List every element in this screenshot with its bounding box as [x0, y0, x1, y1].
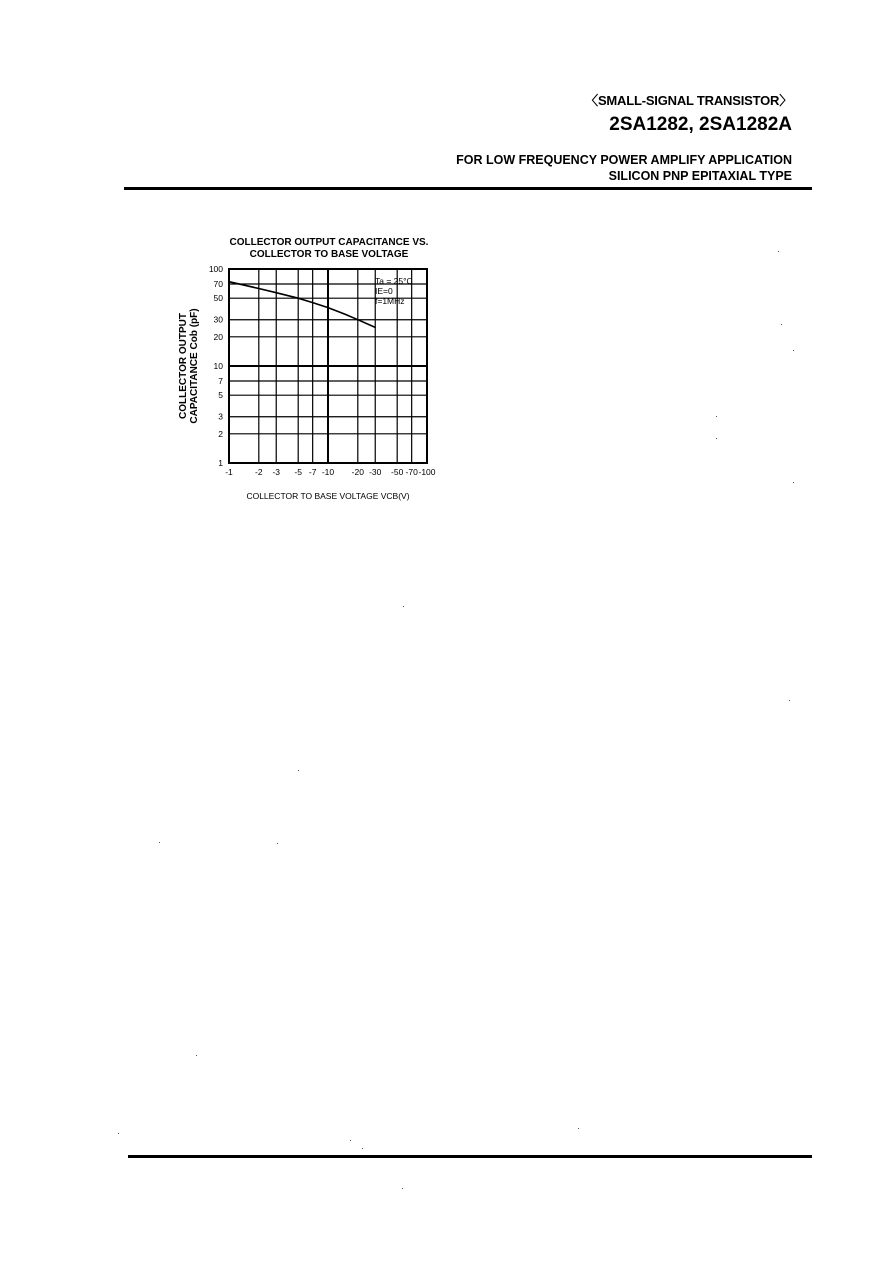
scan-speck — [403, 606, 404, 607]
data-point — [298, 298, 299, 299]
y-tick-label: 20 — [213, 331, 223, 342]
x-tick-label: -50 — [391, 467, 404, 477]
x-tick-label: -70 — [405, 467, 418, 477]
y-tick-label: 10 — [213, 361, 223, 371]
scan-speck — [716, 416, 717, 417]
part-numbers-title: 2SA1282, 2SA1282A — [609, 114, 792, 135]
scan-speck — [350, 1140, 351, 1141]
data-point — [357, 319, 358, 320]
y-tick-label: 1 — [218, 458, 223, 468]
scan-speck — [781, 324, 782, 325]
data-point — [345, 314, 346, 315]
condition-ie: IE=0 — [375, 286, 393, 296]
y-axis-label-line2: CAPACITANCE Cob (pF) — [189, 308, 200, 424]
condition-f: f=1MHz — [375, 296, 405, 306]
x-tick-label: -10 — [321, 467, 335, 477]
category-label: 〈SMALL-SIGNAL TRANSISTOR〉 — [585, 93, 792, 108]
x-tick-label: -1 — [225, 467, 233, 477]
scan-speck — [196, 1055, 197, 1056]
condition-ta: Ta = 25°C — [375, 276, 413, 286]
chart-series — [228, 281, 375, 328]
x-tick-label: -100 — [418, 467, 436, 477]
x-tick-label: -2 — [255, 467, 263, 477]
capacitance-curve — [229, 282, 375, 328]
scan-speck — [716, 438, 717, 439]
scan-speck — [402, 1188, 403, 1189]
data-point — [312, 302, 313, 303]
data-point — [228, 281, 229, 282]
footer-rule — [128, 1155, 812, 1158]
x-tick-labels — [225, 467, 436, 477]
scan-speck — [298, 770, 299, 771]
y-tick-label: 70 — [213, 279, 223, 290]
x-tick-label: -7 — [308, 467, 317, 477]
scan-speck — [789, 700, 790, 701]
x-tick-label: -20 — [351, 467, 364, 477]
data-point — [258, 288, 259, 289]
scan-speck — [159, 842, 160, 843]
x-tick-label: -5 — [294, 467, 302, 477]
y-tick-label: 100 — [208, 264, 223, 274]
x-tick-label: -3 — [272, 467, 281, 477]
scan-speck — [778, 251, 779, 252]
y-axis-label-line1: COLLECTOR OUTPUT — [178, 313, 189, 419]
y-tick-label: 7 — [218, 376, 223, 387]
chart-title-line1: COLLECTOR OUTPUT CAPACITANCE VS. — [229, 237, 429, 248]
y-tick-labels — [209, 264, 223, 468]
x-axis-label: COLLECTOR TO BASE VOLTAGE VCB(V) — [246, 491, 410, 501]
y-tick-label: 2 — [218, 428, 223, 439]
scan-speck — [277, 843, 278, 844]
x-tick-label: -30 — [369, 467, 382, 477]
data-point — [375, 327, 376, 328]
chart-title-line2: COLLECTOR TO BASE VOLTAGE — [249, 249, 409, 260]
y-tick-label: 30 — [213, 314, 223, 325]
scan-speck — [118, 1133, 119, 1134]
scan-speck — [793, 350, 794, 351]
scan-speck — [578, 1128, 579, 1129]
scan-speck — [362, 1148, 363, 1149]
y-tick-label: 5 — [218, 390, 223, 401]
application-label: FOR LOW FREQUENCY POWER AMPLIFY APPLICATION — [456, 153, 792, 167]
data-point — [276, 292, 277, 293]
y-tick-label: 50 — [213, 293, 223, 304]
device-type-label: SILICON PNP EPITAXIAL TYPE — [608, 169, 792, 183]
data-point — [327, 307, 328, 308]
scan-speck — [793, 482, 794, 483]
chart-conditions — [375, 276, 413, 306]
y-tick-label: 3 — [218, 411, 223, 422]
